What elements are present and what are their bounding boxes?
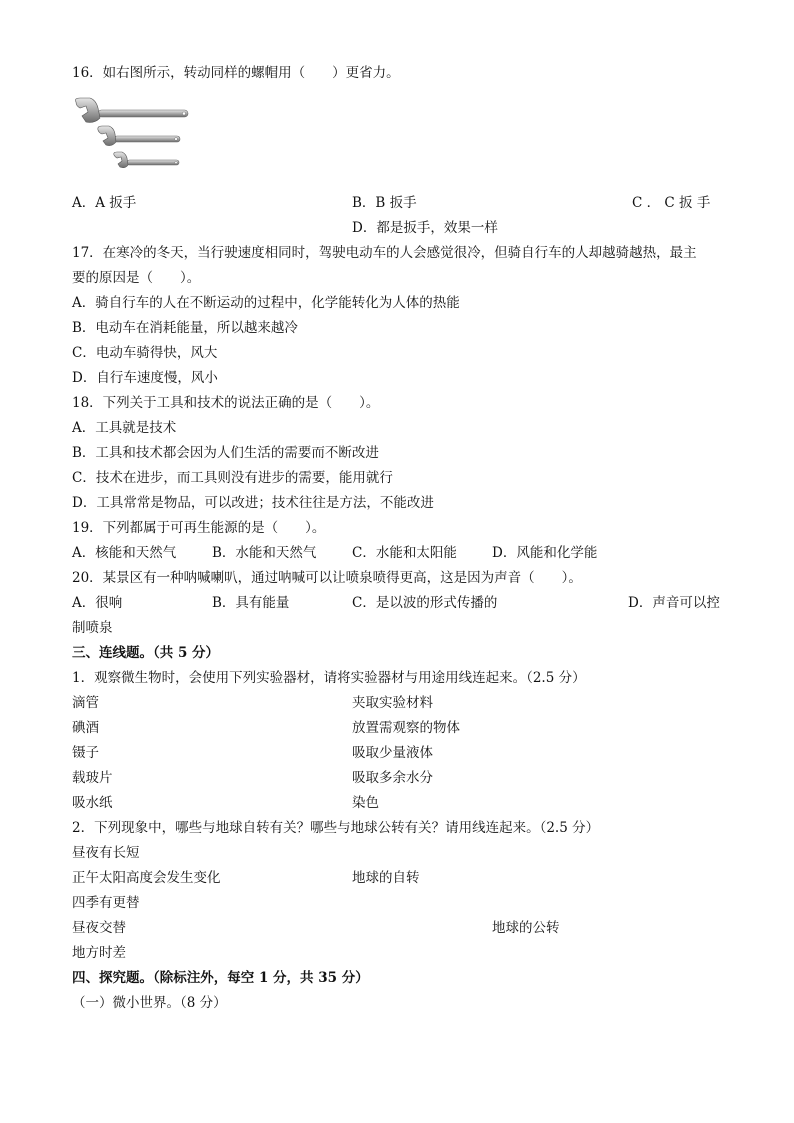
- q1-left-item[interactable]: 滴管: [72, 695, 99, 711]
- q20-option-d-wrap: 制喷泉: [72, 620, 113, 636]
- q19-stem: 19．下列都属于可再生能源的是（ ）。: [72, 520, 326, 536]
- q17-option-a[interactable]: A．骑自行车的人在不断运动的过程中，化学能转化为人体的热能: [72, 295, 460, 311]
- q17-stem-line2: 要的原因是（ ）。: [72, 270, 201, 286]
- q1-left-item[interactable]: 碘酒: [72, 720, 99, 736]
- q2-right-item[interactable]: 地球的公转: [492, 920, 560, 936]
- q16-option-a[interactable]: A．A 扳手: [72, 195, 137, 211]
- section4-sub1: （一）微小世界。（8 分）: [72, 995, 227, 1011]
- q18-option-a[interactable]: A．工具就是技术: [72, 420, 177, 436]
- q18-stem: 18．下列关于工具和技术的说法正确的是（ ）。: [72, 395, 380, 411]
- q1-right-item[interactable]: 染色: [352, 795, 379, 811]
- q17-option-d[interactable]: D．自行车速度慢，风小: [72, 370, 218, 386]
- section3-title: 三、连线题。（共 5 分）: [72, 645, 220, 661]
- q18-option-d[interactable]: D．工具常常是物品，可以改进；技术往往是方法，不能改进: [72, 495, 434, 511]
- q19-option-b[interactable]: B．水能和天然气: [212, 545, 317, 561]
- wrench-b-icon: [98, 126, 180, 146]
- wrench-figure: [72, 96, 192, 176]
- q19-option-a[interactable]: A．核能和天然气: [72, 545, 177, 561]
- q2-left-item[interactable]: 昼夜交替: [72, 920, 126, 936]
- q18-option-c[interactable]: C．技术在进步，而工具则没有进步的需要，能用就行: [72, 470, 393, 486]
- q2-right-item[interactable]: 地球的自转: [352, 870, 420, 886]
- q20-stem: 20．某景区有一种呐喊喇叭，通过呐喊可以让喷泉喷得更高，这是因为声音（ ）。: [72, 570, 582, 586]
- q2-left-item[interactable]: 地方时差: [72, 945, 126, 961]
- q1-right-item[interactable]: 夹取实验材料: [352, 695, 433, 711]
- q2-left-item[interactable]: 昼夜有长短: [72, 845, 140, 861]
- q1-left-item[interactable]: 载玻片: [72, 770, 113, 786]
- section3-q2-stem: 2．下列现象中，哪些与地球自转有关？哪些与地球公转有关？请用线连起来。（2.5 分）: [72, 820, 600, 836]
- q16-option-c[interactable]: C ． C 扳 手: [632, 195, 711, 211]
- q20-option-a[interactable]: A．很响: [72, 595, 123, 611]
- q16-option-d[interactable]: D．都是扳手，效果一样: [352, 220, 498, 236]
- q20-option-c[interactable]: C．是以波的形式传播的: [352, 595, 498, 611]
- q18-option-b[interactable]: B．工具和技术都会因为人们生活的需要而不断改进: [72, 445, 379, 461]
- wrench-c-icon: [114, 152, 179, 168]
- q1-left-item[interactable]: 吸水纸: [72, 795, 113, 811]
- q20-option-d[interactable]: D．声音可以控: [628, 595, 720, 611]
- q16-option-b[interactable]: B．B 扳手: [352, 195, 417, 211]
- section4-title: 四、探究题。（除标注外，每空 1 分，共 35 分）: [72, 970, 369, 986]
- q1-left-item[interactable]: 镊子: [72, 745, 99, 761]
- q19-option-d[interactable]: D．风能和化学能: [492, 545, 598, 561]
- q17-option-c[interactable]: C．电动车骑得快，风大: [72, 345, 218, 361]
- q17-stem-line1: 17．在寒冷的冬天，当行驶速度相同时，驾驶电动车的人会感觉很冷，但骑自行车的人却越骑越热，最主: [72, 245, 697, 261]
- q1-right-item[interactable]: 放置需观察的物体: [352, 720, 460, 736]
- q2-left-item[interactable]: 正午太阳高度会发生变化: [72, 870, 221, 886]
- q17-option-b[interactable]: B．电动车在消耗能量，所以越来越冷: [72, 320, 298, 336]
- q19-option-c[interactable]: C．水能和太阳能: [352, 545, 457, 561]
- q20-option-b[interactable]: B．具有能量: [212, 595, 290, 611]
- wrench-a-icon: [76, 98, 189, 123]
- q16-stem: 16．如右图所示，转动同样的螺帽用（ ）更省力。: [72, 65, 400, 81]
- q1-right-item[interactable]: 吸取多余水分: [352, 770, 433, 786]
- q2-left-item[interactable]: 四季有更替: [72, 895, 140, 911]
- section3-q1-stem: 1．观察微生物时，会使用下列实验器材，请将实验器材与用途用线连起来。（2.5 分）: [72, 670, 586, 686]
- q1-right-item[interactable]: 吸取少量液体: [352, 745, 433, 761]
